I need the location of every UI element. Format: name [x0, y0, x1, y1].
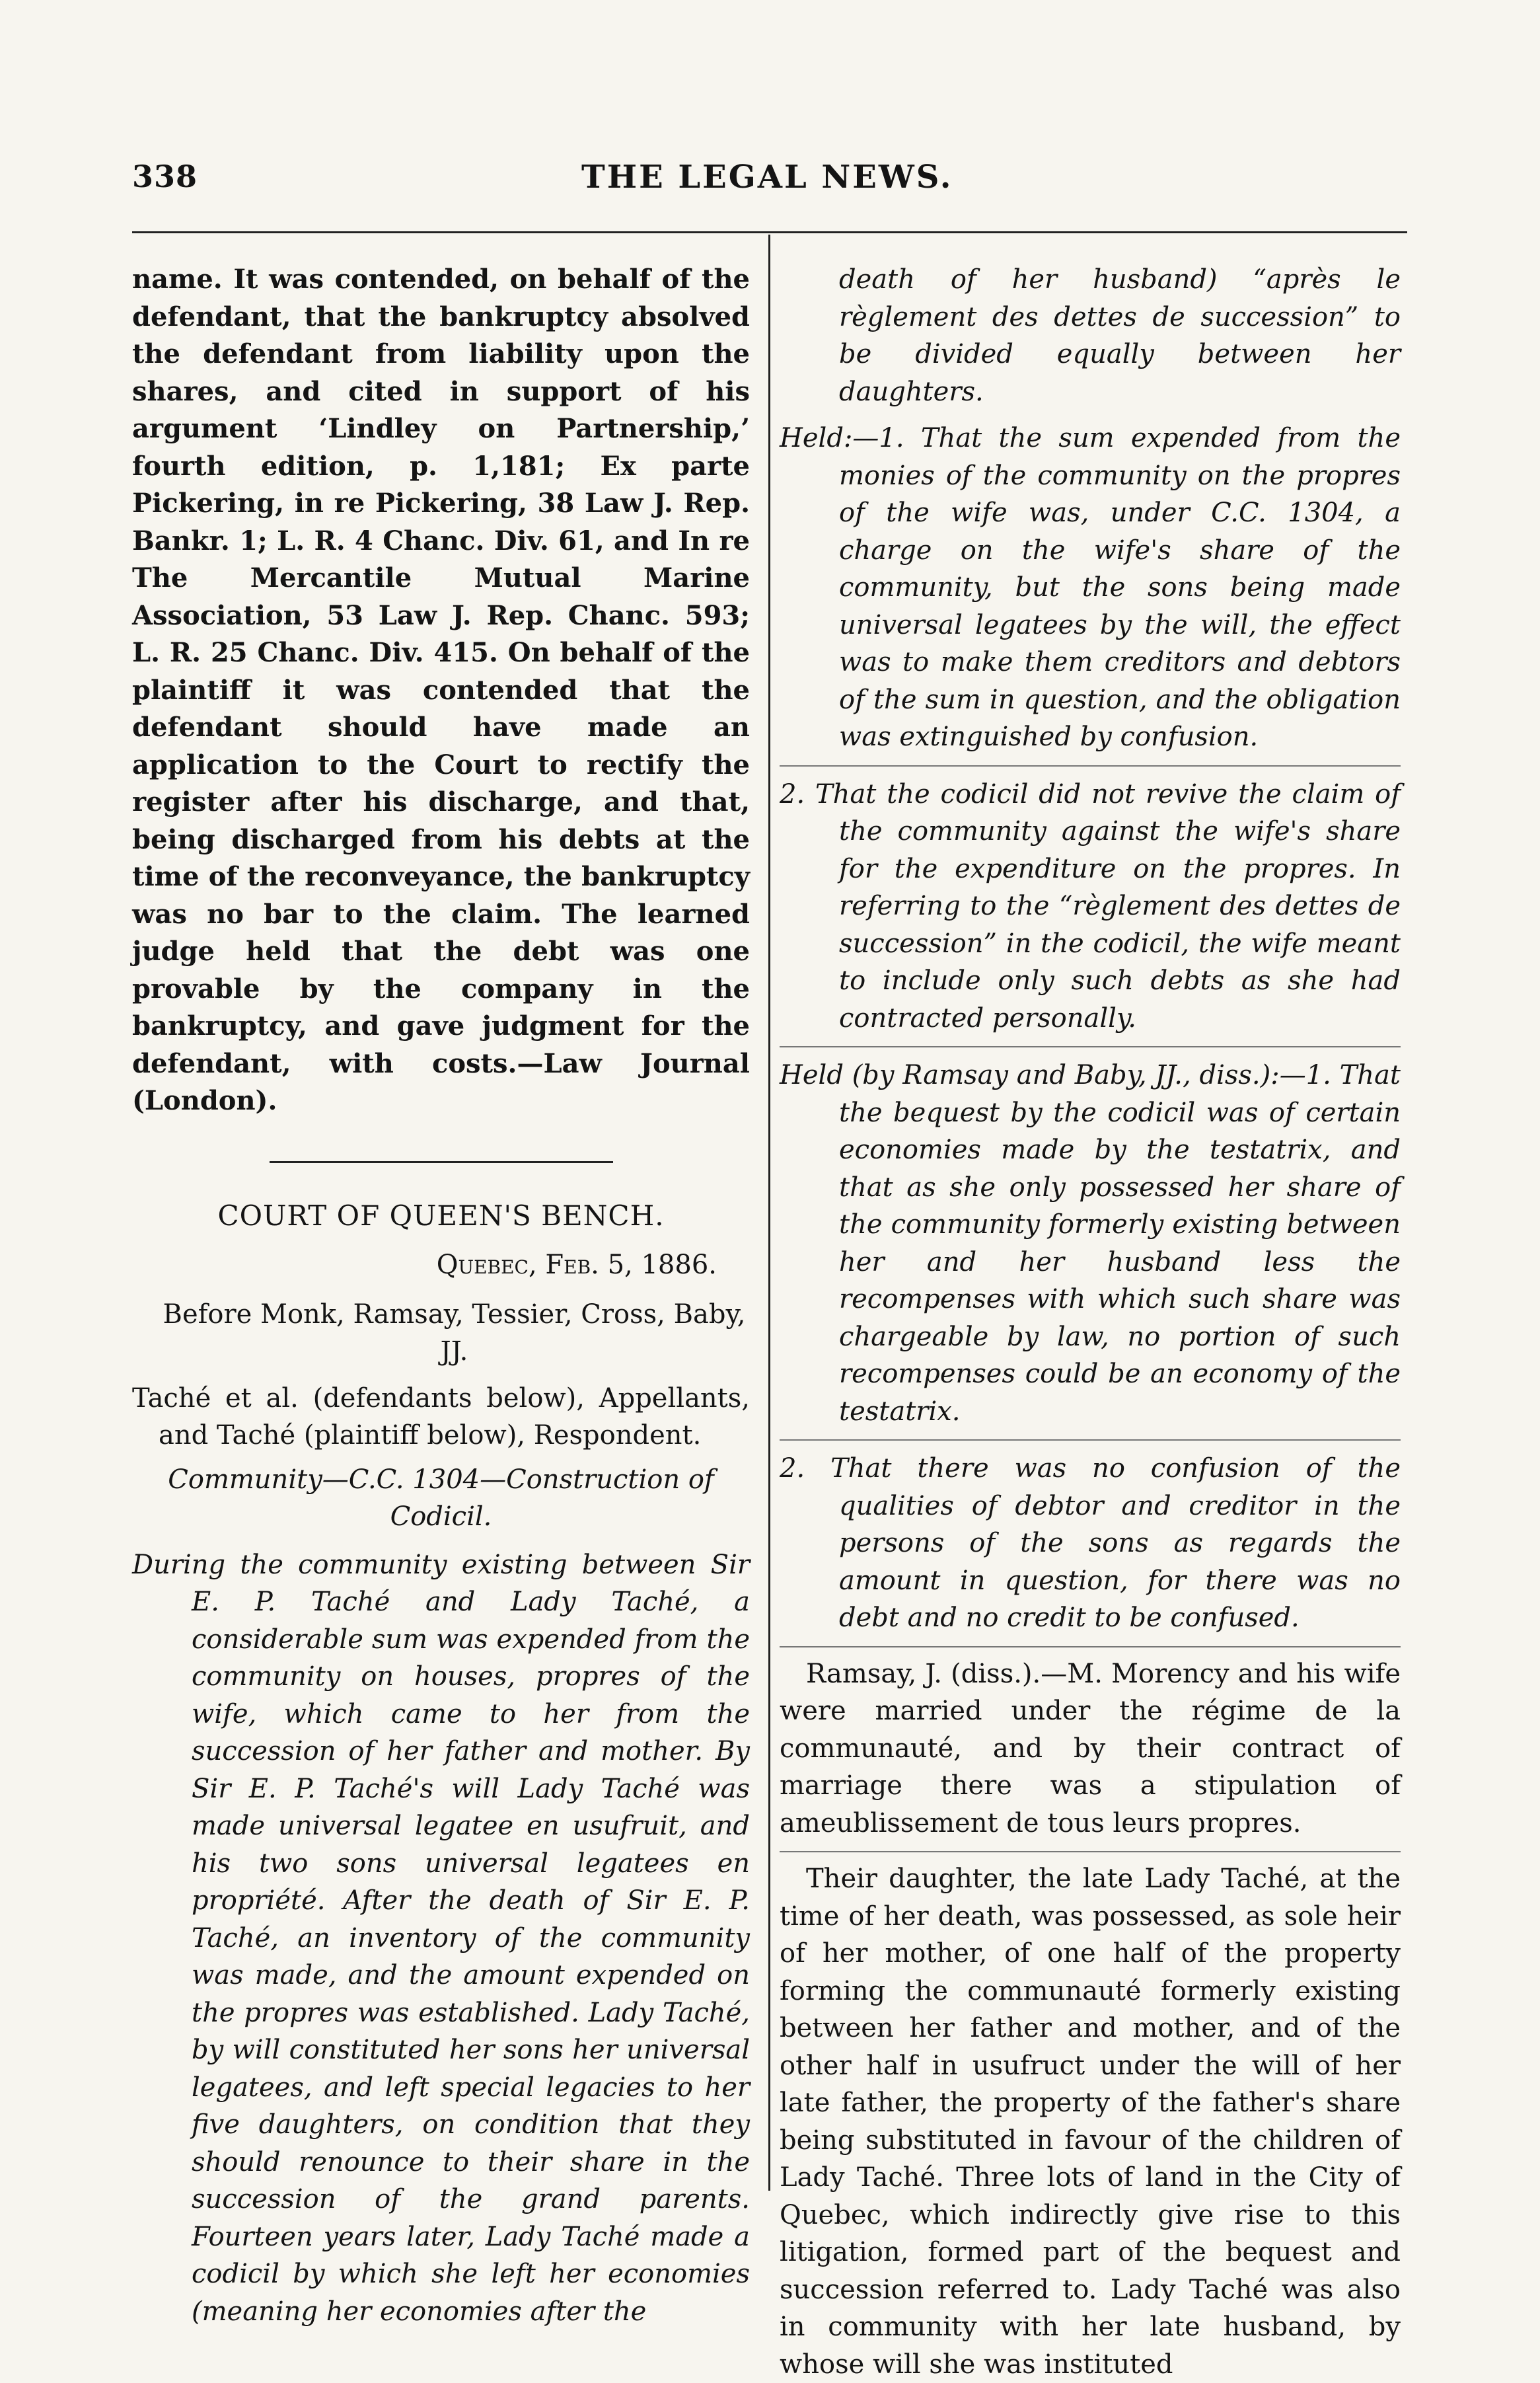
- paragraph-divider: [780, 1851, 1401, 1852]
- holding-divider: [780, 1646, 1401, 1647]
- page-header: [132, 159, 1387, 211]
- opinion-paragraph: Their daughter, the late Lady Taché, at the time of her death, was possessed, as sole heir of her mother, of one half of the property forming the communauté formerly existing between her father and mother, and of the other half in usufruct under the will of her late father, the property of the father's share being substituted in favour of the children of Lady Taché. Three lots of land in the City of Quebec, which indirectly give rise to this litigation, formed part of the bequest and succession referred to. Lady Taché was also in community with her late husband, by whose will she was instituted: [780, 1864, 1401, 2380]
- judges-line: Before Monk, Ramsay, Tessier, Cross, Baby, JJ.: [163, 1299, 746, 1367]
- holding-divider: [780, 1046, 1401, 1047]
- headnote: During the community existing between Sir E. P. Taché and Lady Taché, a considerable sum was expended from the community on houses, propres of the wife, which came to her from the succession of her father and mother. By Sir E. P. Taché's will Lady Taché was made universal legatee en usufruit, and his two sons universal legatees en propriété. After the death of Sir E. P. Taché, an inventory of the community was made, and the amount expended on the propres was established. Lady Taché, by will constituted her sons her universal legatees, and left special legacies to her five daughters, on condition that they should renounce to their share in the succession of the grand parents. Fourteen years later, Lady Taché made a codicil by which she left her economies (meaning her economies after the: [132, 1549, 750, 2327]
- header-rule: [132, 231, 1407, 233]
- right-column: [780, 261, 1401, 2383]
- holding-divider: [780, 765, 1401, 767]
- parties: Taché et al. (defendants below), Appellants, and Taché (plaintiff below), Respondent.: [132, 1382, 750, 1451]
- headnote-continued: death of her husband) “après le règlement des dettes de succession” to be divided equally between her daughters.: [839, 264, 1401, 407]
- dissent-held-2: 2. That there was no confusion of the qualities of debtor and creditor in the persons of the sons as regards the amount in question, for there was no debt and no credit to be confused.: [780, 1453, 1401, 1633]
- holding-divider: [780, 1439, 1401, 1441]
- column-divider: [768, 235, 770, 2191]
- left-column: [132, 261, 750, 2330]
- running-title: THE LEGAL NEWS.: [581, 159, 953, 196]
- continuation-paragraph: name. It was contended, on behalf of the defendant, that the bankruptcy absolved the defendant from liability upon the shares, and cited in support of his argument ‘Lindley on Partnership,’ fourth edition, p. 1,181; Ex parte Pickering, in re Pickering, 38 Law J. Rep. Bankr. 1; L. R. 4 Chanc. Div. 61, and In re The Mercantile Mutual Marine Association, 53 Law J. Rep. Chanc. 593; L. R. 25 Chanc. Div. 415. On behalf of the plaintiff it was contended that the defendant should have made an application to the Court to rectify the register after his discharge, and that, being discharged from his debts at the time of the reconveyance, the bankruptcy was no bar to the claim. The learned judge held that the debt was one provable by the company in the bankruptcy, and gave judgment for the defendant, with costs.—Law Journal (London).: [132, 264, 750, 1116]
- opinion-paragraph: Ramsay, J. (diss.).—M. Morency and his wife were married under the régime de la communauté, and by their contract of marriage there was a stipulation of ameublissement de tous leurs propres.: [780, 1658, 1401, 1838]
- section-divider: [270, 1161, 613, 1163]
- held-1: Held:—1. That the sum expended from the monies of the community on the propres of the wife was, under C.C. 1304, a charge on the wife's share of the community, but the sons being made universal legatees by the will, the effect was to make them creditors and debtors of the sum in question, and the obligation was extinguished by confusion.: [780, 423, 1401, 752]
- case-subject: Community—C.C. 1304—Construction of Codicil.: [168, 1464, 714, 1532]
- court-heading: COURT OF QUEEN'S BENCH.: [217, 1199, 665, 1232]
- page-number: 338: [132, 159, 198, 194]
- dateline: Quebec, Feb. 5, 1886.: [436, 1250, 717, 1280]
- dissent-held-1: Held (by Ramsay and Baby, JJ., diss.):—1. That the bequest by the codicil was of certain economies made by the testatrix, and that as she only possessed her share of the community formerly existing between her and her husband less the recompenses with which such share was chargeable by law, no portion of such recompenses could be an economy of the testatrix.: [780, 1060, 1401, 1427]
- held-2: 2. That the codicil did not revive the claim of the community against the wife's share for the expenditure on the propres. In referring to the “règlement des dettes de succession” in the codicil, the wife meant to include only such debts as she had contracted personally.: [780, 778, 1401, 1034]
